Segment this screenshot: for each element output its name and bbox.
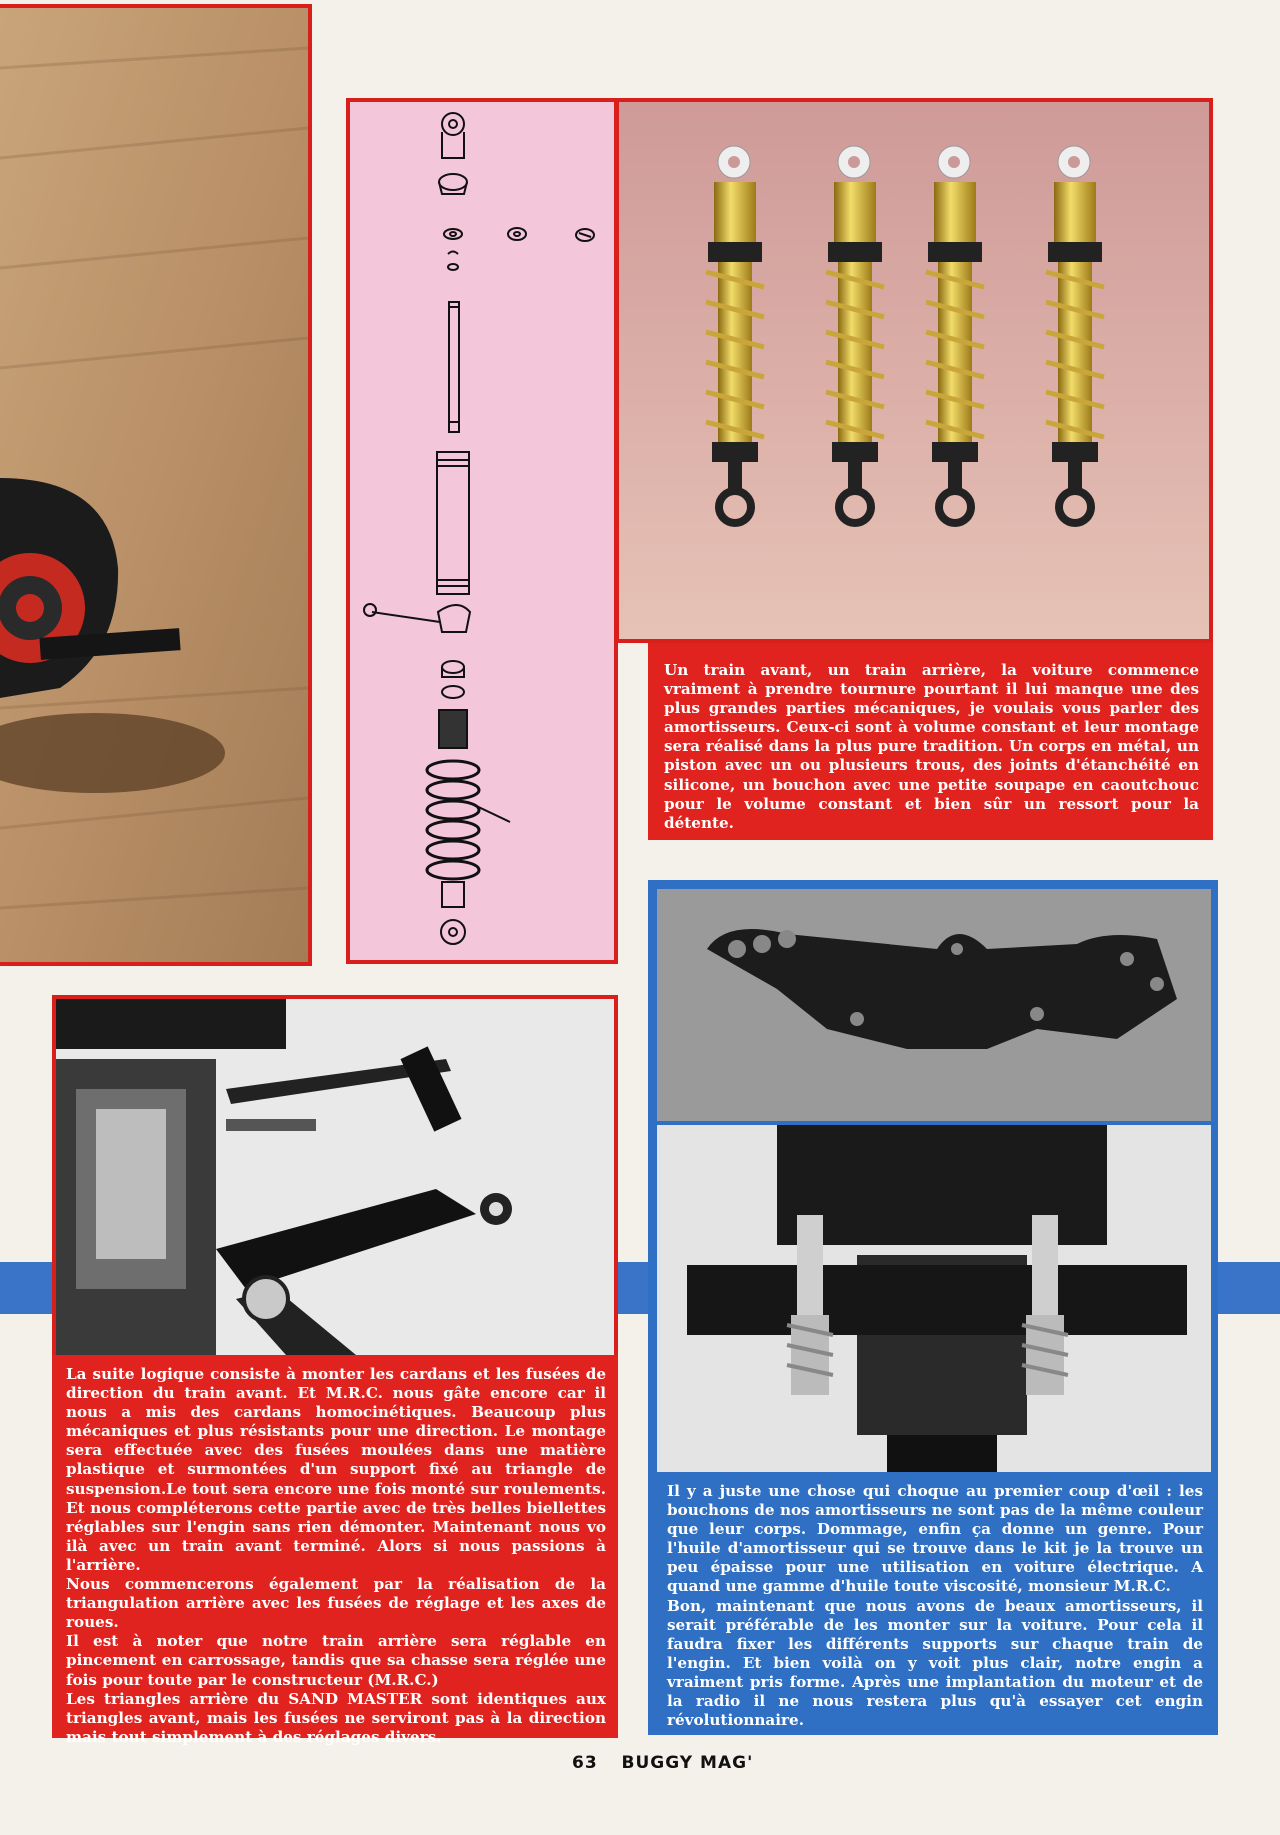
page-number: 63 [572,1753,598,1773]
front-train-paragraph-4: Les triangles arrière du SAND MASTER sont identiques aux triangles avant, mais les fusées ne serviront pas à la direction mais tout simplement à des réglages divers. [66,1689,606,1746]
front-train-photo [52,995,618,1355]
shock-tower-illustration [657,889,1211,1121]
shocks-caption-text: Un train avant, un train arrière, la voiture commence vraiment à prendre tournure pourtant il lui manque une des plus grandes parties mécaniques, je voulais vous parler des amortisseurs. Ceux-ci sont à volume constant et leur montage sera réalisé dans la plus pure tradition. Un corps en métal, un piston avec un ou plusieurs trous, des joints d'étanchéité en silicone, un bouchon avec une petite soupape en caoutchouc pour le volume constant et bien sûr un ressort pour la détente. [664,661,1199,832]
shock-parts-drawing [350,102,614,960]
buggy-action-illustration [0,8,308,966]
front-train-paragraph-1: La suite logique consiste à monter les cardans et les fusées de direction du train avant. Et M.R.C. nous gâte encore car il nous a mis des cardans homocinétiques. Beaucoup plus mécaniques et plus résistants pour une direction. Le montage sera effectuée avec des fusées moulées dans une matière plastique et surmontées d'un support fixé au triangle de suspension.Le tout sera encore une fois monté sur roulements. Et nous compléterons cette partie avec de très belles biellettes réglables sur l'engin sans rien démonter. Maintenant nous vo ilà avec un train avant terminé. Alors si nous passions à l'arrière. [66,1365,606,1574]
shock-exploded-diagram [346,98,618,964]
front-train-paragraph-2: Nous commencerons également par la réalisation de la triangulation arrière avec les fusées de réglage et les axes de roues. [66,1575,606,1632]
four-shocks-photo [615,98,1213,643]
front-train-paragraph-3: Il est à noter que notre train arrière sera réglable en pincement en carrossage, tandis que sa chasse sera réglée une fois pour toute par le constructeur (M.R.C.) [66,1632,606,1689]
front-train-caption [52,1355,618,1746]
rear-shocks-paragraph-2: Bon, maintenant que nous avons de beaux amortisseurs, il serait préférable de les monter sur la voiture. Pour cela il faudra fixer les différents supports sur chaque train de l'engin. Et bien voilà on y voit plus clair, notre engin a vraiment pris forme. Après une implantation du moteur et de la radio il ne nous restera plus qu'à essayer cet engin révolutionnaire. [667,1596,1203,1730]
gold-shocks-illustration [619,102,1209,639]
rear-shocks-paragraph-1: Il y a juste une chose qui choque au premier coup d'œil : les bouchons de nos amortisseurs ne sont pas de la même couleur que leur corps. Dommage, enfin ça donne un genre. Pour l'huile d'amortisseur qui se trouve dans le kit je la trouve un peu épaisse pour une utilisation en voiture électrique. A quand une gamme d'huile toute viscosité, monsieur M.R.C. [667,1482,1203,1596]
buggy-action-photo [0,4,312,966]
rear-shocks-caption [657,1472,1211,1730]
rear-chassis-illustration [657,1125,1211,1472]
front-train-illustration [56,999,614,1355]
page-footer [572,1753,792,1777]
shock-tower-photo [657,889,1211,1121]
magazine-name: BUGGY MAG' [621,1753,754,1773]
shocks-caption [648,643,1213,840]
rear-chassis-photo [657,1125,1211,1472]
